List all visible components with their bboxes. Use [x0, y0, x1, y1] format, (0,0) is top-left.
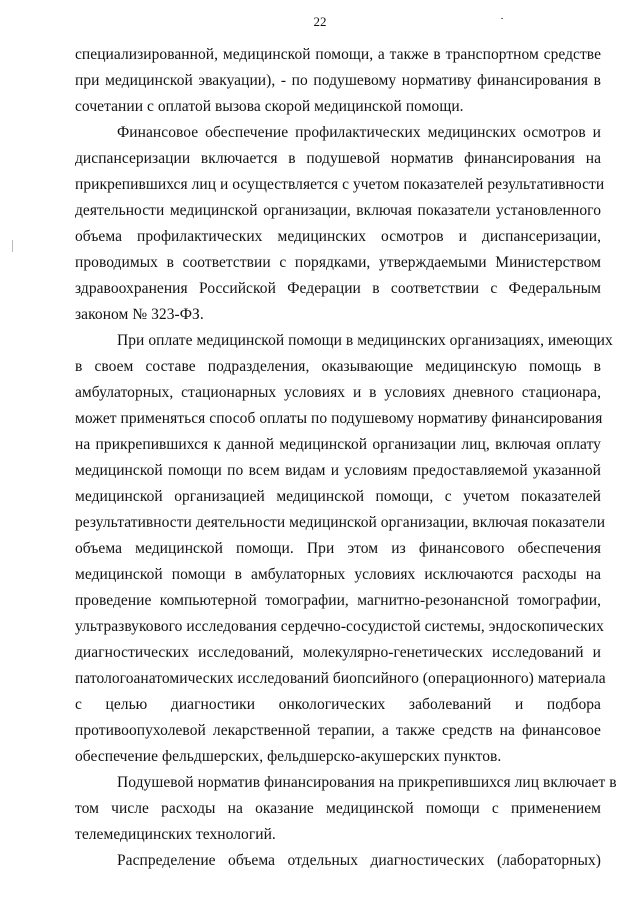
page-number: 22: [313, 14, 327, 29]
text-line: том числе расходы на оказание медицинской помощи с применением: [75, 800, 601, 817]
text-line: медицинской помощи в амбулаторных условиях исключаются расходы на: [75, 566, 601, 583]
text-line: ультразвукового исследования сердечно-сосудистой системы, эндоскопических: [75, 618, 604, 635]
scan-speck: [501, 18, 503, 19]
paragraph: [75, 848, 601, 874]
text-line: противоопухолевой лекарственной терапии, а также средств на финансовое: [75, 722, 601, 739]
paragraph: [75, 42, 601, 120]
text-line: деятельности медицинской организации, включая показатели установленного: [75, 202, 601, 219]
text-line: амбулаторных, стационарных условиях и в условиях дневного стационара,: [75, 384, 601, 401]
text-line: при медицинской эвакуации), - по подушевому нормативу финансирования в: [75, 72, 601, 89]
text-line: проведение компьютерной томографии, магнитно-резонансной томографии,: [75, 592, 601, 609]
paragraph: [75, 328, 613, 770]
text-line: телемедицинских технологий.: [75, 826, 276, 843]
text-line: законом № 323-ФЗ.: [75, 306, 204, 323]
text-line: Распределение объема отдельных диагностических (лабораторных): [117, 852, 601, 869]
text-line: прикрепившихся лиц и осуществляется с учетом показателей результативности: [75, 176, 605, 193]
text-line: диагностических исследований, молекулярно-генетических исследований и: [75, 644, 601, 661]
margin-scan-mark: [12, 240, 13, 252]
text-line: медицинской помощи по всем видам и условиям предоставляемой указанной: [75, 462, 601, 479]
text-line: сочетании с оплатой вызова скорой медицинской помощи.: [75, 98, 464, 115]
text-line: объема медицинской помощи. При этом из финансового обеспечения: [75, 540, 601, 557]
text-line: здравоохранения Российской Федерации в соответствии с Федеральным: [75, 280, 601, 297]
paragraph: [75, 120, 605, 328]
text-line: с целью диагностики онкологических заболеваний и подбора: [75, 696, 601, 713]
text-line: медицинской организацией медицинской помощи, с учетом показателей: [75, 488, 601, 505]
document-body: [75, 42, 617, 874]
text-line: Подушевой норматив финансирования на прикрепившихся лиц включает в: [117, 774, 617, 791]
text-line: может применяться способ оплаты по подушевому нормативу финансирования: [75, 410, 603, 427]
text-line: При оплате медицинской помощи в медицинских организациях, имеющих: [117, 332, 613, 349]
text-line: объема профилактических медицинских осмотров и диспансеризации,: [75, 228, 601, 245]
text-line: специализированной, медицинской помощи, а также в транспортном средстве: [75, 46, 601, 63]
paragraph: [75, 770, 617, 848]
text-line: результативности деятельности медицинской организации, включая показатели: [75, 514, 606, 531]
text-line: патологоанатомических исследований биопсийного (операционного) материала: [75, 670, 606, 687]
text-line: в своем составе подразделения, оказывающие медицинскую помощь в: [75, 358, 601, 375]
text-line: диспансеризации включается в подушевой норматив финансирования на: [75, 150, 601, 167]
text-line: проводимых в соответствии с порядками, утверждаемыми Министерством: [75, 254, 601, 271]
text-line: Финансовое обеспечение профилактических медицинских осмотров и: [117, 124, 601, 141]
text-line: на прикрепившихся к данной медицинской организации лиц, включая оплату: [75, 436, 601, 453]
text-line: обеспечение фельдшерских, фельдшерско-акушерских пунктов.: [75, 748, 502, 765]
